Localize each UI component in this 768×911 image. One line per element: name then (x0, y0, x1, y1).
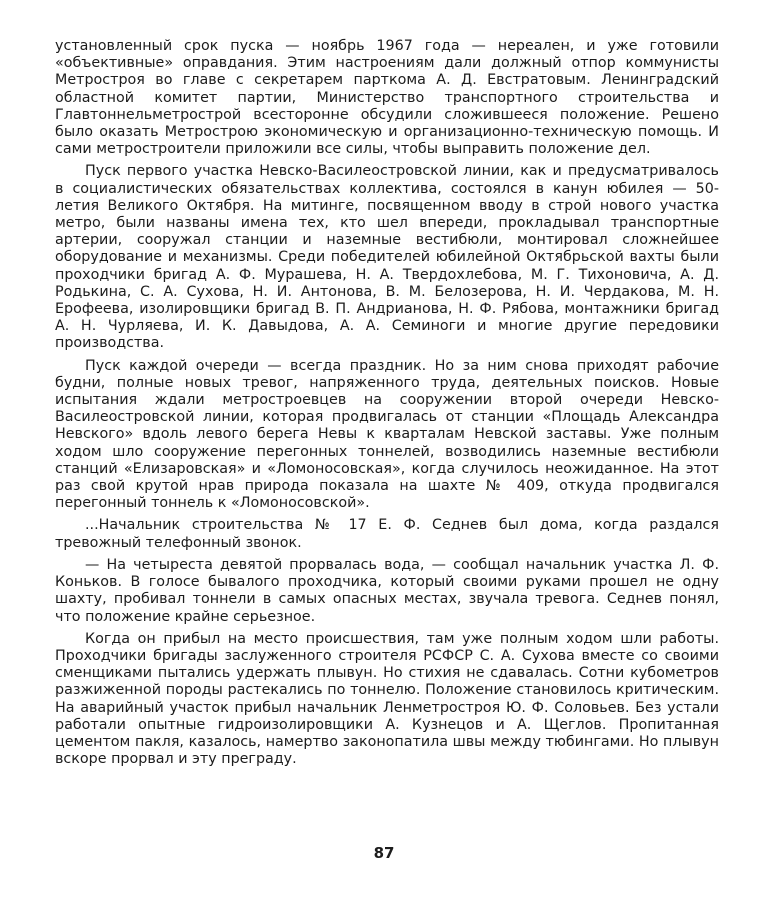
paragraph-phone-call: ...Начальник строительства № 17 Е. Ф. Седнев был дома, когда раздался тревожный телефонный звонок. (55, 517, 719, 551)
paragraph-launch-first-section: Пуск первого участка Невско-Василеостровской линии, как и предусматривалось в социалистических обязательствах коллектива, состоялся в канун юбилея — 50-летия Великого Октября. На митинге, посвященном вводу в строй нового участка метро, были названы имена тех, кто шел впереди, прокладывал транспортные артерии, сооружал станции и наземные вестибюли, монтировал сложнейшее оборудование и механизмы. Среди победителей юбилейной Октябрьской вахты были проходчики бригад А. Ф. Мурашева, Н. А. Твердохлебова, М. Г. Тихоновича, А. Д. Родькина, С. А. Сухова, Н. И. Антонова, В. М. Белозерова, Н. И. Чердакова, М. Н. Ерофеева, изолировщики бригад В. П. Андрианова, Н. Ф. Рябова, монтажники бригад А. Н. Чурляева, И. К. Давыдова, А. А. Семиноги и многие другие передовики производства. (55, 163, 719, 352)
paragraph-continuation: установленный срок пуска — ноябрь 1967 года — нереален, и уже готовили «объективные» оправдания. Этим настроениям дали должный отпор коммунисты Метростроя во главе с секретарем парткома А. Д. Евстратовым. Ленинградский областной комитет партии, Министерство транспортного строительства и Главтоннельметрострой всесторонне обсудили сложившееся положение. Решено было оказать Метрострою экономическую и организационно-техническую помощь. И сами метростроители приложили все силы, чтобы выправить положение дел. (55, 38, 719, 158)
paragraph-dialogue: — На четыреста девятой прорвалась вода, — сообщал начальник участка Л. Ф. Коньков. В голосе бывалого проходчика, который своими руками прошел не одну шахту, пробивал тоннели в самых опасных местах, звучала тревога. Седнев понял, что положение крайне серьезное. (55, 556, 719, 625)
paragraph-arrival: Когда он прибыл на место происшествия, там уже полным ходом шли работы. Проходчики бригады заслуженного строителя РСФСР С. А. Сухова вместе со своими сменщиками пытались удержать плывун. Но стихия не сдавалась. Сотни кубометров разжиженной породы растекались по тоннелю. Положение становилось критическим. На аварийный участок прибыл начальник Ленметростроя Ю. Ф. Соловьев. Без устали работали опытные гидроизолировщики А. Кузнецов и А. Щеглов. Пропитанная цементом пакля, казалось, намертво законопатила швы между тюбингами. Но плывун вскоре прорвал и эту преграду. (55, 630, 719, 768)
page-body (55, 38, 719, 768)
paragraph-launch-each-stage: Пуск каждой очереди — всегда праздник. Но за ним снова приходят рабочие будни, полные новых тревог, напряженного труда, деятельных поисков. Новые испытания ждали метростроевцев на сооружении второй очереди Невско-Василеостровской линии, которая продвигалась от станции «Площадь Александра Невского» вдоль левого берега Невы к кварталам Невской заставы. Уже полным ходом шло сооружение перегонных тоннелей, возводились наземные вестибюли станций «Елизаровская» и «Ломоносовская», когда случилось неожиданное. На этот раз свой крутой нрав природа показала на шахте № 409, откуда продвигался перегонный тоннель к «Ломоносовской». (55, 357, 719, 512)
page-number: 87 (373, 844, 395, 862)
